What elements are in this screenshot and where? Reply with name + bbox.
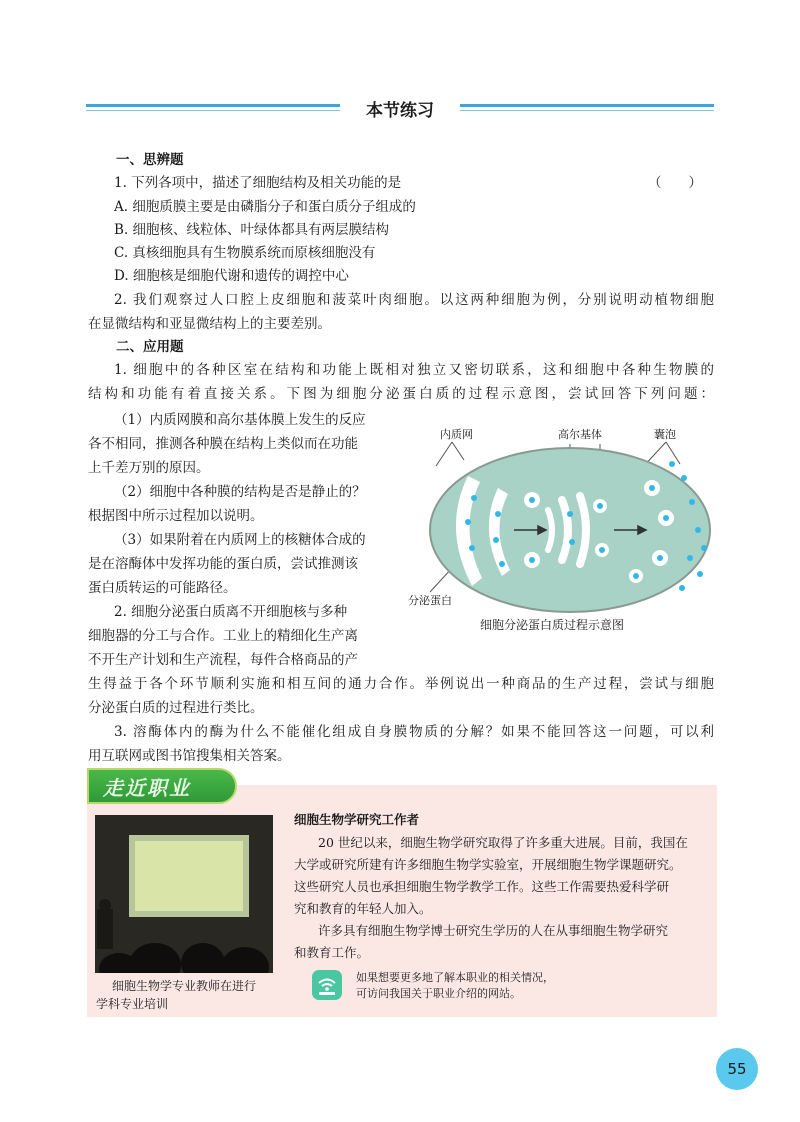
career-para1-4: 究和教育的年轻人加入。 xyxy=(294,901,432,916)
career-tip-1: 如果想要更多地了解本职业的相关情况， xyxy=(356,971,554,984)
app-q1-intro-1: 1. 细胞中的各种区室在结构和功能上既相对独立又密切联系，这和细胞中各种生物膜的 xyxy=(114,362,714,378)
label-secreted-protein: 分泌蛋白 xyxy=(408,594,452,607)
q1-option-a: A. 细胞质膜主要是由磷脂分子和蛋白质分子组成的 xyxy=(114,199,416,215)
header-rule-left-thin xyxy=(86,110,340,111)
app-q2-line-5: 分泌蛋白质的过程进行类比。 xyxy=(88,700,264,716)
app-q2-line-3: 不开生产计划和生产流程，每件合格商品的产 xyxy=(88,652,358,668)
career-para2-2: 和教育工作。 xyxy=(294,945,370,960)
label-golgi: 高尔基体 xyxy=(558,428,602,441)
q2-line-2: 在显微结构和亚显微结构上的主要差别。 xyxy=(88,316,331,332)
figure-caption: 细胞分泌蛋白质过程示意图 xyxy=(480,618,625,632)
label-vesicle: 囊泡 xyxy=(654,428,676,441)
section-title: 本节练习 xyxy=(366,101,434,121)
lecture-photo-svg xyxy=(95,815,273,973)
part1-heading: 一、思辨题 xyxy=(116,152,184,168)
header-rule-left xyxy=(86,104,340,107)
secretion-diagram xyxy=(402,418,712,638)
app-q3-line-2: 用互联网或图书馆搜集相关答案。 xyxy=(88,748,291,764)
part2-heading: 二、应用题 xyxy=(116,339,184,355)
header-rule-right xyxy=(460,104,714,107)
header-rule-right-thin xyxy=(460,110,714,111)
photo-caption-2: 学科专业培训 xyxy=(96,997,169,1011)
wifi-icon-svg xyxy=(312,970,342,1000)
q1-option-c: C. 真核细胞具有生物膜系统而原核细胞没有 xyxy=(114,245,376,261)
page-number: 55 xyxy=(716,1048,758,1090)
career-para1-3: 这些研究人员也承担细胞生物学教学工作。这些工作需要热爱科学研 xyxy=(294,879,670,894)
photo-caption-1: 细胞生物学专业教师在进行 xyxy=(112,979,257,993)
app-q1-sub-5: 根据图中所示过程加以说明。 xyxy=(88,508,264,524)
career-para1-1: 20 世纪以来，细胞生物学研究取得了许多重大进展。目前，我国在 xyxy=(318,835,688,850)
label-er: 内质网 xyxy=(440,428,473,441)
q1-option-b: B. 细胞核、线粒体、叶绿体都具有两层膜结构 xyxy=(114,222,390,238)
q2-line-1: 2. 我们观察过人口腔上皮细胞和菠菜叶肉细胞。以这两种细胞为例，分别说明动植物细胞 xyxy=(114,292,714,308)
app-q1-intro-2: 结构和功能有着直接关系。下图为细胞分泌蛋白质的过程示意图，尝试回答下列问题： xyxy=(88,386,714,402)
career-title: 细胞生物学研究工作者 xyxy=(294,812,420,827)
app-q2-line-1: 2. 细胞分泌蛋白质离不开细胞核与多种 xyxy=(114,604,348,620)
app-q2-line-2: 细胞器的分工与合作。工业上的精细化生产离 xyxy=(88,628,358,644)
app-q1-sub-7: 是在溶酶体中发挥功能的蛋白质，尝试推测该 xyxy=(88,556,358,572)
q1-option-d: D. 细胞核是细胞代谢和遗传的调控中心 xyxy=(114,268,349,284)
career-para2-1: 许多具有细胞生物学博士研究生学历的人在从事细胞生物学研究 xyxy=(318,923,669,938)
app-q1-sub-2: 各不相同，推测各种膜在结构上类似而在功能 xyxy=(88,436,358,452)
career-banner: 走近职业 xyxy=(87,768,237,804)
app-q1-sub-3: 上千差万别的原因。 xyxy=(88,460,210,476)
lecture-photo xyxy=(95,815,273,973)
app-q1-sub-6: （3）如果附着在内质网上的核糖体合成的 xyxy=(114,532,366,548)
app-q1-sub-1: （1）内质网膜和高尔基体膜上发生的反应 xyxy=(114,412,366,428)
app-q1-sub-8: 蛋白质转运的可能路径。 xyxy=(88,580,237,596)
career-para1-2: 大学或研究所建有许多细胞生物学实验室，开展细胞生物学课题研究。 xyxy=(294,857,682,872)
app-q3-line-1: 3. 溶酶体内的酶为什么不能催化组成自身膜物质的分解？如果不能回答这一问题，可以利 xyxy=(114,724,714,740)
app-q1-sub-4: （2）细胞中各种膜的结构是否是静止的？ xyxy=(114,484,366,500)
q1-blank: （ ） xyxy=(648,175,702,191)
app-q2-line-4: 生得益于各个环节顺利实施和相互间的通力合作。举例说出一种商品的生产过程，尝试与细胞 xyxy=(88,676,714,692)
career-tip-2: 可访问我国关于职业介绍的网站。 xyxy=(356,987,521,1000)
wifi-icon xyxy=(312,970,342,1000)
q1-stem: 1. 下列各项中，描述了细胞结构及相关功能的是 xyxy=(114,175,402,191)
